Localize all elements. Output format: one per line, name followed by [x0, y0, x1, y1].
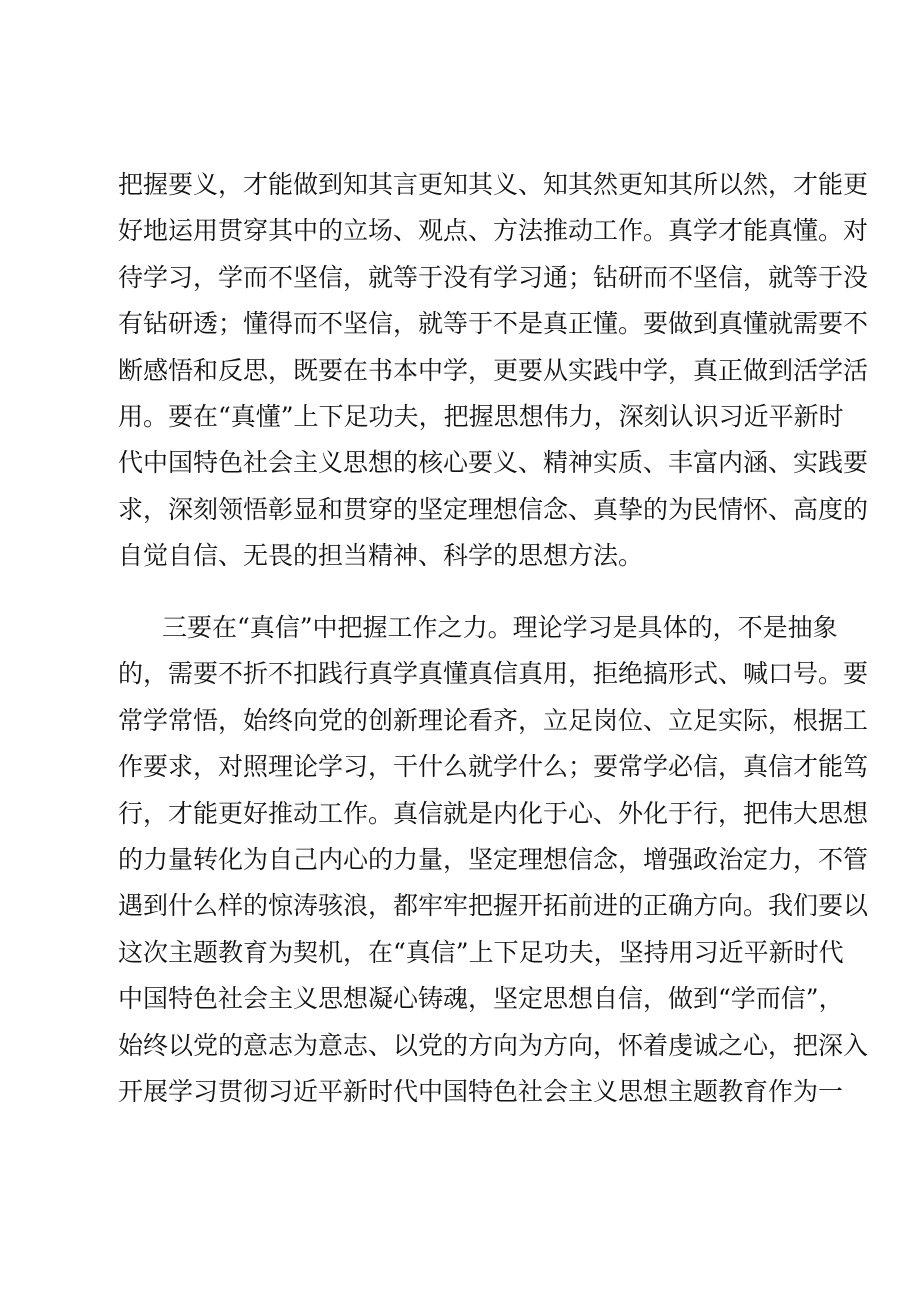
- text-line: 中国特色社会主义思想凝心铸魂，坚定思想自信，做到“学而信”，: [118, 984, 844, 1014]
- text-line: 的力量转化为自己内心的力量，坚定理想信念，增强政治定力，不管: [118, 844, 869, 874]
- text-line: 待学习，学而不坚信，就等于没有学习通；钻研而不坚信，就等于没: [118, 262, 869, 292]
- text-line: 作要求，对照理论学习，干什么就学什么；要常学必信，真信才能笃: [118, 752, 869, 782]
- text-line: 用。要在“真懂”上下足功夫，把握思想伟力，深刻认识习近平新时: [118, 401, 844, 431]
- text-line: 开展学习贯彻习近平新时代中国特色社会主义思想主题教育作为一: [118, 1076, 844, 1106]
- text-line: 把握要义，才能做到知其言更知其义、知其然更知其所以然，才能更: [118, 170, 869, 199]
- paragraph-2: [118, 605, 869, 1115]
- text-line: 的，需要不折不扣践行真学真懂真信真用，拒绝搞形式、喊口号。要: [118, 659, 869, 689]
- text-line: 求，深刻领悟彰显和贯穿的坚定理想信念、真挚的为民情怀、高度的: [118, 494, 869, 524]
- text-line: 始终以党的意志为意志、以党的方向为方向，怀着虔诚之心，把深入: [118, 1030, 869, 1060]
- paragraph-1: [118, 162, 869, 580]
- text-line: 断感悟和反思，既要在书本中学，更要从实践中学，真正做到活学活: [118, 355, 869, 385]
- text-line: 遇到什么样的惊涛骇浪，都牢牢把握开拓前进的正确方向。我们要以: [118, 891, 869, 921]
- text-line: 自觉自信、无畏的担当精神、科学的思想方法。: [118, 541, 644, 571]
- text-line: 代中国特色社会主义思想的核心要义、精神实质、丰富内涵、实践要: [118, 448, 869, 478]
- text-line: 这次主题教育为契机，在“真信”上下足功夫，坚持用习近平新时代: [118, 937, 844, 967]
- text-line: 有钻研透；懂得而不坚信，就等于不是真正懂。要做到真懂就需要不: [118, 309, 869, 339]
- text-line: 常学常悟，始终向党的创新理论看齐，立足岗位、立足实际，根据工: [118, 705, 869, 735]
- text-line: 三要在“真信”中把握工作之力。理论学习是具体的，不是抽象: [162, 613, 838, 642]
- text-line: 好地运用贯穿其中的立场、观点、方法推动工作。真学才能真懂。对: [118, 216, 869, 246]
- text-line: 行，才能更好推动工作。真信就是内化于心、外化于行，把伟大思想: [118, 798, 869, 828]
